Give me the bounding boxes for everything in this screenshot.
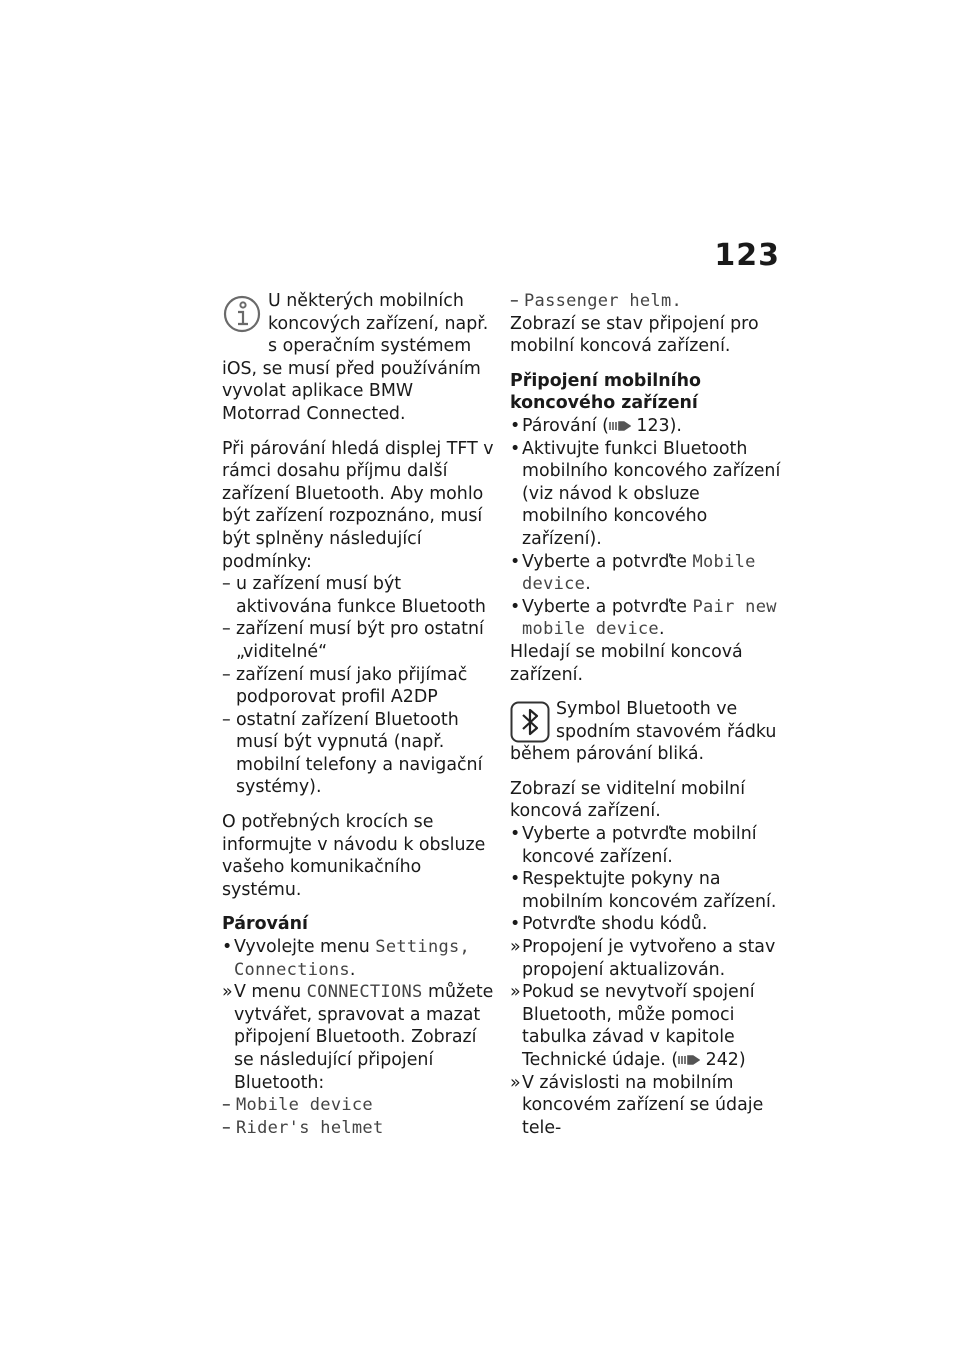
list-item: • Respektujte pokyny na mobilním koncovém zařízení. bbox=[510, 869, 777, 912]
list-item: » V závislosti na mobilním koncovém zařízení se údaje tele- bbox=[510, 1072, 764, 1138]
info-icon bbox=[222, 292, 262, 336]
page-number: 123 bbox=[714, 238, 780, 273]
connect-steps bbox=[510, 415, 782, 641]
conditions-list bbox=[222, 573, 494, 799]
info-paragraph: O potřebných krocích se informujte v návodu k obsluze vašeho komunikačního systému. bbox=[222, 812, 486, 900]
list-item: • Potvrďte shodu kódů. bbox=[510, 914, 708, 935]
list-item: – zařízení musí být pro ostatní „viditelné“ bbox=[222, 619, 484, 662]
list-item: » Propojení je vytvořeno a stav propojení aktualizován. bbox=[510, 937, 776, 980]
connections-list-continued bbox=[510, 290, 782, 313]
list-item: – Rider's helmet bbox=[222, 1117, 384, 1138]
list-item: • Párování ( 123). bbox=[510, 415, 682, 436]
bluetooth-note bbox=[510, 698, 782, 766]
page-reference-arrow-icon bbox=[609, 420, 631, 432]
page-reference-arrow-icon bbox=[678, 1054, 700, 1066]
list-item: • Vyvolejte menu Settings, Connections. bbox=[222, 937, 471, 980]
list-item: – u zařízení musí být aktivována funkce Bluetooth bbox=[222, 574, 486, 617]
list-item: – ostatní zařízení Bluetooth musí být vypnutá (např. mobilní telefony a navigační systémy). bbox=[222, 709, 483, 798]
note-text: U některých mobilních koncových zařízení, např. s operačním systémem iOS, se musí před používáním vyvolat aplikace BMW Motorrad Connected. bbox=[222, 291, 489, 424]
list-item: – Mobile device bbox=[222, 1095, 373, 1116]
status-paragraph: Zobrazí se stav připojení pro mobilní koncová zařízení. bbox=[510, 313, 759, 357]
list-item: • Vyberte a potvrďte Mobile device. bbox=[510, 551, 756, 595]
list-item: • Aktivujte funkci Bluetooth mobilního koncového zařízení (viz návod k obsluze mobilního koncového zařízení). bbox=[510, 438, 781, 549]
pairing-steps bbox=[222, 936, 494, 1094]
search-paragraph: Hledají se mobilní koncová zařízení. bbox=[510, 641, 743, 685]
list-item: – Passenger helm. bbox=[510, 291, 683, 311]
info-note bbox=[222, 290, 494, 426]
right-column bbox=[510, 290, 782, 1139]
list-item: • Vyberte a potvrďte mobilní koncové zařízení. bbox=[510, 824, 757, 867]
list-item: » V menu CONNECTIONS můžete vytvářet, spravovat a mazat připojení Bluetooth. Zobrazí se následující připojení Bluetooth: bbox=[222, 982, 494, 1093]
pairing-intro: Při párování hledá displej TFT v rámci dosahu příjmu další zařízení Bluetooth. Aby mohlo být zařízení rozpoznáno, musí být splněny následující podmínky: bbox=[222, 438, 494, 572]
list-item: – zařízení musí jako přijímač podporovat profil A2DP bbox=[222, 664, 468, 708]
heading-connect-device: Připojení mobilního koncového zařízení bbox=[510, 370, 701, 414]
left-column bbox=[222, 290, 494, 1139]
list-item: • Vyberte a potvrďte Pair new mobile device. bbox=[510, 596, 777, 640]
heading-pairing: Párování bbox=[222, 914, 308, 935]
visible-devices-paragraph: Zobrazí se viditelní mobilní koncová zařízení. bbox=[510, 778, 746, 822]
final-steps bbox=[510, 823, 782, 1139]
bluetooth-icon bbox=[510, 701, 550, 743]
list-item: » Pokud se nevytvoří spojení Bluetooth, může pomoci tabulka závad v kapitole Technické údaje. ( 242) bbox=[510, 982, 755, 1070]
connections-list bbox=[222, 1094, 494, 1139]
bluetooth-note-text: Symbol Bluetooth ve spodním stavovém řádku během párování bliká. bbox=[510, 699, 777, 765]
